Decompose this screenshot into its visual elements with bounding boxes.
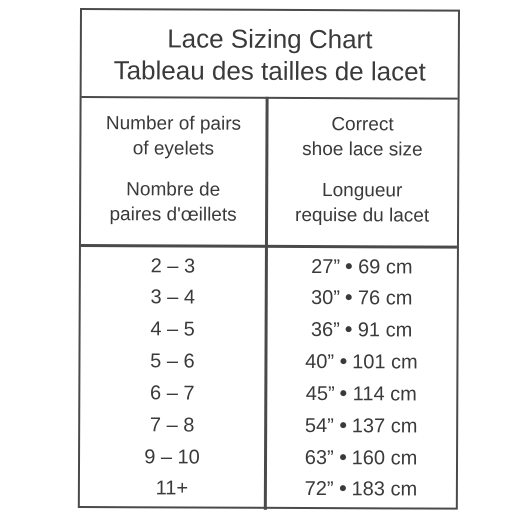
header-line: paires d'œillets — [109, 204, 237, 226]
table-row — [80, 441, 456, 475]
lace-size-cell — [267, 282, 457, 315]
size-inches: 72” — [304, 477, 334, 501]
title-box — [82, 10, 458, 100]
size-inches: 63” — [304, 446, 334, 470]
bullet-dot — [340, 422, 346, 428]
header-line: shoe lace size — [302, 138, 423, 161]
header-line: Number of pairs — [105, 113, 242, 135]
lace-size-cell — [267, 314, 457, 347]
lace-size-cell — [266, 346, 456, 379]
eyelet-pairs-cell: 3 – 4 — [150, 286, 196, 309]
eyelet-pairs-cell: 4 – 5 — [150, 318, 195, 341]
lace-size-cell — [266, 473, 456, 506]
header-size-french — [267, 178, 457, 229]
header-pairs-french — [81, 177, 265, 228]
lace-size-cell — [266, 410, 456, 443]
table-row — [80, 377, 456, 411]
size-inches: 36” — [310, 319, 340, 342]
size-cm: 183 cm — [351, 478, 418, 501]
bullet-dot — [340, 454, 346, 460]
table-body — [81, 250, 457, 501]
header-line: requise du lacet — [294, 204, 430, 227]
bullet-dot — [340, 485, 346, 491]
header-line: Correct — [331, 114, 394, 136]
header-line: of eyelets — [132, 138, 215, 160]
size-inches: 45” — [305, 382, 335, 406]
bullet-dot — [346, 263, 352, 269]
size-cm: 91 cm — [357, 319, 413, 342]
chart-title-english: Lace Sizing Chart — [167, 23, 373, 55]
size-cm: 160 cm — [351, 447, 418, 470]
table-row — [80, 472, 456, 506]
header-line: Longueur — [322, 180, 403, 202]
table-row — [81, 250, 457, 284]
eyelet-pairs-cell: 6 – 7 — [150, 382, 195, 405]
table-row — [80, 409, 456, 443]
eyelet-pairs-cell: 7 – 8 — [149, 414, 195, 437]
lace-size-cell — [267, 251, 457, 284]
eyelet-pairs-cell: 2 – 3 — [150, 255, 196, 278]
lace-size-cell — [266, 442, 456, 475]
bullet-dot — [346, 326, 352, 332]
size-cm: 137 cm — [351, 415, 418, 438]
size-inches: 30” — [311, 287, 341, 310]
eyelet-pairs-cell: 5 – 6 — [150, 350, 195, 373]
size-inches: 27” — [311, 256, 341, 279]
bullet-dot — [346, 294, 352, 300]
header-size-english — [267, 112, 457, 163]
header-pairs-english — [81, 111, 265, 162]
size-cm: 101 cm — [352, 351, 418, 374]
bullet-dot — [341, 390, 347, 396]
header-divider — [81, 244, 457, 248]
lace-size-cell — [266, 378, 456, 411]
chart-title-french: Tableau des tailles de lacet — [113, 55, 426, 87]
table-row — [80, 345, 456, 379]
bullet-dot — [340, 358, 346, 364]
eyelet-pairs-cell: 11+ — [155, 477, 189, 500]
size-cm: 76 cm — [357, 287, 413, 310]
size-cm: 114 cm — [352, 383, 417, 406]
size-cm: 69 cm — [358, 256, 413, 279]
header-line: Nombre de — [126, 179, 221, 201]
size-inches: 40” — [305, 350, 335, 374]
lace-sizing-chart — [78, 8, 460, 510]
table-row — [81, 313, 457, 347]
table-row — [81, 281, 457, 315]
size-inches: 54” — [304, 414, 334, 438]
eyelet-pairs-cell: 9 – 10 — [144, 446, 200, 469]
